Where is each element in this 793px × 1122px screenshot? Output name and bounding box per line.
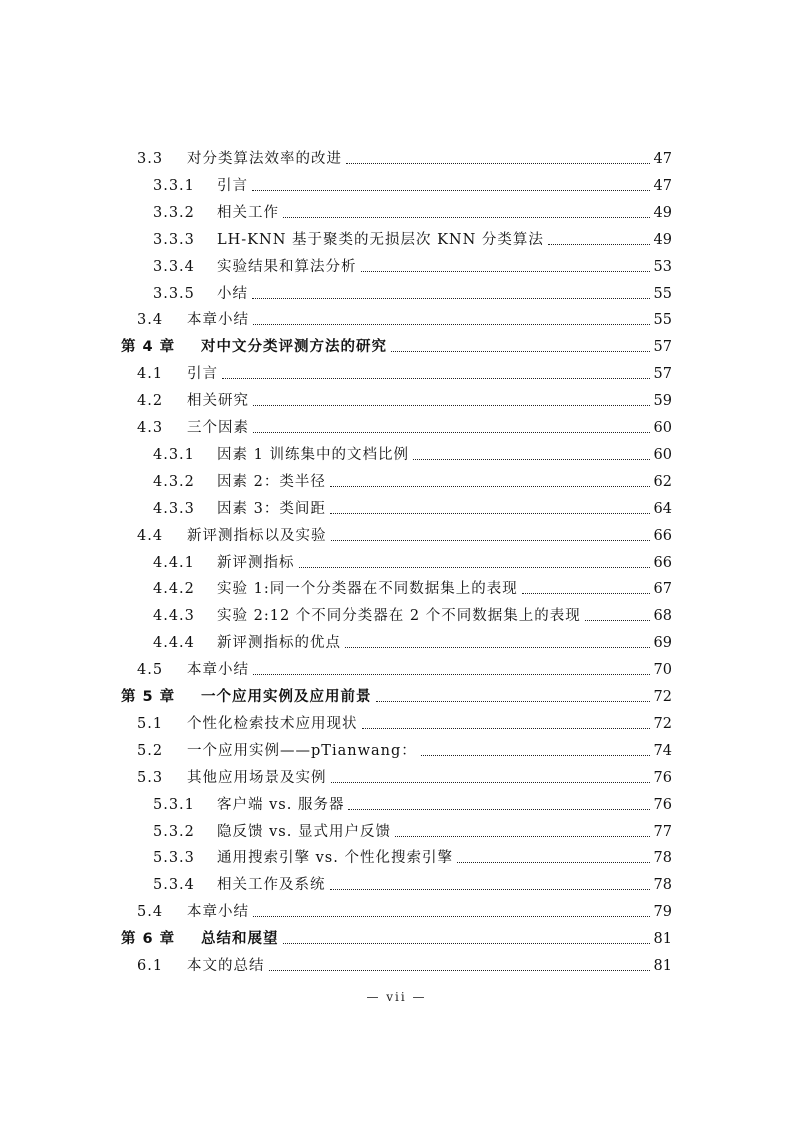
- toc-entry-title: 新评测指标以及实验: [187, 527, 327, 544]
- toc-entry[interactable]: [153, 173, 672, 199]
- toc-entry[interactable]: [153, 469, 672, 495]
- toc-entry-title: 因素 3：类间距: [217, 500, 326, 517]
- toc-entry[interactable]: [121, 684, 672, 710]
- toc-entry-title: 相关研究: [187, 393, 249, 410]
- toc-entry-page: 57: [653, 366, 672, 383]
- toc-entry-title: 本章小结: [187, 312, 249, 329]
- dot-leader: [522, 592, 650, 594]
- toc-entry-number: 4.4.4: [153, 635, 195, 652]
- toc-entry-title: 通用搜索引擎 vs. 个性化搜索引擎: [217, 850, 453, 867]
- toc-entry-title: 相关工作: [217, 204, 279, 221]
- toc-entry-number: 3.4: [137, 312, 164, 329]
- toc-entry-page: 60: [653, 446, 672, 463]
- toc-entry-title: 因素 2：类半径: [217, 473, 326, 490]
- toc-entry-title: 实验 2:12 个不同分类器在 2 个不同数据集上的表现: [217, 608, 581, 625]
- toc-entry-title: 三个因素: [187, 420, 249, 436]
- toc-entry-page: 59: [653, 393, 672, 410]
- toc-entry-title: 引言: [187, 366, 218, 383]
- toc-entry-page: 57: [653, 339, 672, 356]
- toc-entry-page: 72: [653, 715, 672, 732]
- toc-entry[interactable]: [153, 819, 672, 845]
- toc-entry-page: 55: [653, 312, 672, 329]
- dot-leader: [330, 512, 650, 514]
- toc-entry[interactable]: [153, 281, 672, 307]
- toc-entry[interactable]: [137, 415, 672, 441]
- dot-leader: [548, 243, 650, 245]
- toc-entry-title: 总结和展望: [201, 931, 279, 948]
- dot-leader: [283, 216, 650, 218]
- dot-leader: [421, 754, 650, 756]
- dot-leader: [252, 297, 650, 299]
- toc-entry-number: 3.3.2: [153, 204, 195, 221]
- toc-entry[interactable]: [137, 953, 672, 979]
- toc-entry-number: 4.4.2: [153, 581, 195, 598]
- toc-entry[interactable]: [137, 523, 672, 549]
- dot-leader: [345, 646, 650, 648]
- toc-entry-page: 60: [653, 420, 672, 436]
- toc-entry-title: 新评测指标的优点: [217, 635, 341, 652]
- toc-entry-number: 5.3.3: [153, 850, 195, 867]
- toc-entry-number: 4.5: [137, 662, 164, 679]
- toc-entry-title: 隐反馈 vs. 显式用户反馈: [217, 823, 391, 840]
- toc-entry-page: 74: [653, 742, 672, 759]
- dot-leader: [253, 673, 650, 675]
- toc-entry-number: 4.4: [137, 527, 164, 544]
- toc-entry-page: 78: [653, 850, 672, 867]
- toc-entry-number: 3.3.3: [153, 231, 195, 248]
- toc-entry-number: 5.3.2: [153, 823, 195, 840]
- toc-entry-page: 69: [653, 635, 672, 652]
- toc-entry-page: 53: [653, 258, 672, 275]
- dot-leader: [222, 377, 650, 379]
- toc-entry-page: 62: [653, 473, 672, 490]
- dot-leader: [331, 781, 650, 783]
- toc-entry-number: 3.3: [137, 151, 164, 167]
- toc-entry-number: 4.3: [137, 420, 164, 436]
- toc-entry-title: 客户端 vs. 服务器: [217, 796, 345, 813]
- toc-entry-page: 64: [653, 500, 672, 517]
- toc-entry[interactable]: [153, 550, 672, 576]
- toc-entry-title: 个性化检索技术应用现状: [187, 715, 358, 732]
- toc-entry-title: 新评测指标: [217, 554, 295, 571]
- dot-leader: [395, 835, 650, 837]
- dot-leader: [330, 888, 650, 890]
- dot-leader: [331, 539, 650, 541]
- dot-leader: [348, 808, 649, 810]
- toc-entry[interactable]: [137, 765, 672, 791]
- toc-entry-title: 引言: [217, 177, 248, 194]
- dot-leader: [253, 404, 650, 406]
- dot-leader: [253, 915, 650, 917]
- toc-entry-number: 5.3.4: [153, 877, 195, 894]
- toc-entry-title: 本文的总结: [187, 958, 265, 974]
- toc-entry-number: 第 4 章: [121, 339, 176, 356]
- dot-leader: [299, 566, 650, 568]
- toc-entry-number: 4.1: [137, 366, 164, 383]
- dot-leader: [585, 619, 650, 621]
- toc-entry[interactable]: [153, 254, 672, 280]
- toc-entry[interactable]: [137, 361, 672, 387]
- toc-entry-number: 4.3.1: [153, 446, 195, 463]
- toc-entry-page: 76: [653, 796, 672, 813]
- toc-entry-title: 相关工作及系统: [217, 877, 326, 894]
- toc-entry-title: 本章小结: [187, 904, 249, 921]
- dot-leader: [391, 350, 650, 352]
- toc-entry[interactable]: [153, 496, 672, 522]
- dot-leader: [330, 485, 650, 487]
- toc-entry-page: 47: [653, 177, 672, 194]
- toc-entry-page: 72: [653, 689, 672, 705]
- toc-entry[interactable]: [153, 442, 672, 468]
- toc-entry-number: 6.1: [137, 958, 164, 974]
- toc-entry-number: 4.4.3: [153, 608, 195, 625]
- toc-entry-number: 第 5 章: [121, 689, 176, 705]
- toc-entry-page: 47: [653, 151, 672, 167]
- toc-entry-number: 3.3.5: [153, 285, 195, 302]
- toc-entry[interactable]: [153, 630, 672, 656]
- toc-entry-page: 70: [653, 662, 672, 679]
- toc-entry-page: 79: [653, 904, 672, 921]
- toc-entry-number: 5.4: [137, 904, 164, 921]
- toc-entry[interactable]: [137, 738, 672, 764]
- toc-entry[interactable]: [153, 200, 672, 226]
- toc-entry-title: 对中文分类评测方法的研究: [201, 339, 387, 356]
- toc-entry-page: 81: [653, 958, 672, 974]
- dot-leader: [252, 189, 650, 191]
- toc-entry-number: 3.3.4: [153, 258, 195, 275]
- toc-entry[interactable]: [153, 845, 672, 871]
- toc-entry[interactable]: [137, 657, 672, 683]
- toc-entry-page: 67: [653, 581, 672, 598]
- toc-entry[interactable]: [137, 899, 672, 925]
- dot-leader: [413, 458, 650, 460]
- toc-entry-title: 本章小结: [187, 662, 249, 679]
- toc-entry[interactable]: [153, 576, 672, 602]
- toc-entry-number: 4.3.2: [153, 473, 195, 490]
- toc-entry-title: LH-KNN 基于聚类的无损层次 KNN 分类算法: [217, 231, 544, 248]
- dot-leader: [362, 727, 650, 729]
- toc-entry[interactable]: [153, 792, 672, 818]
- toc-entry-number: 5.3.1: [153, 796, 195, 813]
- toc-entry-title: 一个应用实例及应用前景: [201, 689, 372, 705]
- toc-entry-title: 实验结果和算法分析: [217, 258, 357, 275]
- toc-entry-number: 第 6 章: [121, 931, 176, 948]
- toc-entry-page: 49: [653, 231, 672, 248]
- toc-entry-title: 其他应用场景及实例: [187, 769, 327, 786]
- toc-entry[interactable]: [153, 603, 672, 629]
- toc-entry-page: 66: [653, 527, 672, 544]
- dot-leader: [457, 861, 650, 863]
- toc-entry-number: 5.1: [137, 715, 164, 732]
- toc-entry[interactable]: [137, 711, 672, 737]
- toc-entry-title: 因素 1 训练集中的文档比例: [217, 446, 409, 463]
- toc-entry-page: 77: [653, 823, 672, 840]
- toc-entry-number: 4.2: [137, 393, 164, 410]
- page-number-footer: — vii —: [366, 990, 427, 1004]
- toc-entry-page: 76: [653, 769, 672, 786]
- toc-entry[interactable]: [137, 388, 672, 414]
- toc-entry-page: 49: [653, 204, 672, 221]
- dot-leader: [346, 162, 650, 164]
- toc-entry-number: 5.2: [137, 742, 164, 759]
- toc-entry[interactable]: [121, 334, 672, 360]
- toc-entry-page: 66: [653, 554, 672, 571]
- toc-entry-page: 78: [653, 877, 672, 894]
- toc-entry[interactable]: [153, 227, 672, 253]
- toc-entry-title: 实验 1:同一个分类器在不同数据集上的表现: [217, 581, 518, 598]
- toc-entry-title: 一个应用实例——pTianwang：: [187, 742, 417, 759]
- toc-entry-page: 68: [653, 608, 672, 625]
- toc-entry-number: 3.3.1: [153, 177, 195, 194]
- toc-entry-number: 5.3: [137, 769, 164, 786]
- dot-leader: [376, 700, 650, 702]
- toc-entry-page: 81: [653, 931, 672, 948]
- toc-entry-title: 对分类算法效率的改进: [187, 151, 342, 167]
- toc-entry[interactable]: [137, 307, 672, 333]
- toc-entry-number: 4.3.3: [153, 500, 195, 517]
- toc-entry-number: 4.4.1: [153, 554, 195, 571]
- toc-entry[interactable]: [121, 926, 672, 952]
- dot-leader: [253, 323, 650, 325]
- toc-entry[interactable]: [153, 872, 672, 898]
- toc-entry[interactable]: [137, 146, 672, 172]
- toc-entry-page: 55: [653, 285, 672, 302]
- dot-leader: [361, 270, 650, 272]
- dot-leader: [283, 942, 650, 944]
- toc-entry-title: 小结: [217, 285, 248, 302]
- dot-leader: [269, 969, 650, 971]
- dot-leader: [253, 431, 650, 433]
